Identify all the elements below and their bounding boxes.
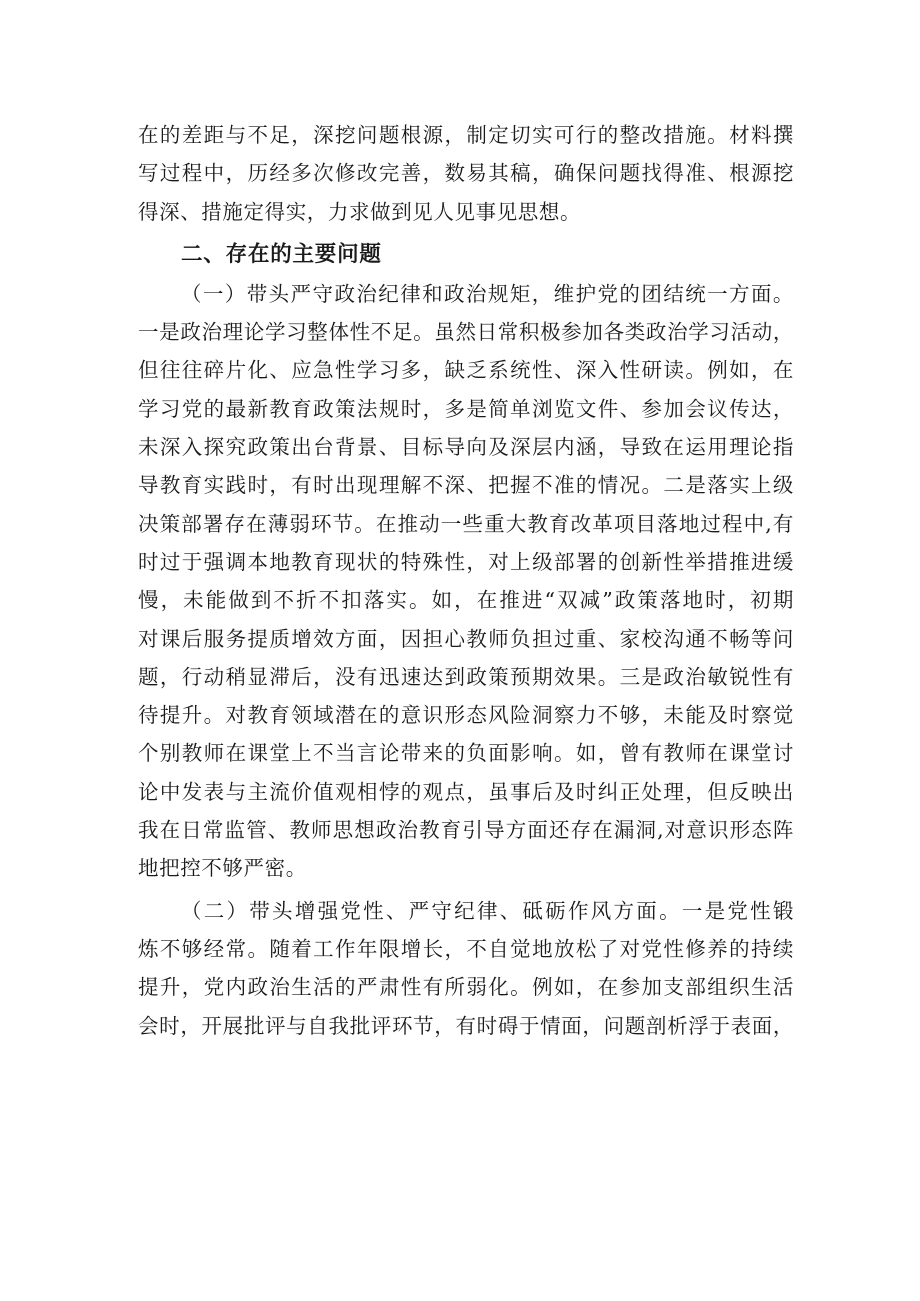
text-line: （一）带头严守政治纪律和政治规矩，维护党的团结统一方面。 <box>181 281 794 306</box>
text-line: 一是政治理论学习整体性不足。虽然日常积极参加各类政治学习活动， <box>138 320 794 345</box>
text-line: 炼不够经常。随着工作年限增长，不自觉地放松了对党性修养的持续 <box>138 936 794 961</box>
document-body <box>138 116 794 1045</box>
intro-paragraph <box>138 116 794 231</box>
text-line: 在的差距与不足，深挖问题根源，制定切实可行的整改措施。材料撰 <box>138 123 794 147</box>
text-line: 时过于强调本地教育现状的特殊性，对上级部署的创新性举措推进缓 <box>138 549 794 574</box>
text-line: 得深、措施定得实，力求做到见人见事见思想。 <box>138 199 582 224</box>
text-line: 写过程中，历经多次修改完善，数易其稿，确保问题找得准、根源挖 <box>138 161 794 186</box>
text-line: 待提升。对教育领域潜在的意识形态风险洞察力不够，未能及时察觉 <box>138 703 794 728</box>
paragraph-political-discipline <box>138 275 794 888</box>
text-line: 导教育实践时，有时出现理解不深、把握不准的情况。二是落实上级 <box>138 473 794 498</box>
text-line: 学习党的最新教育政策法规时，多是简单浏览文件、参加会议传达， <box>138 396 794 421</box>
text-line: 但往往碎片化、应急性学习多，缺乏系统性、深入性研读。例如，在 <box>138 358 794 383</box>
text-line: 我在日常监管、教师思想政治教育引导方面还存在漏洞,对意识形态阵 <box>138 818 794 843</box>
text-line: 论中发表与主流价值观相悖的观点，虽事后及时纠正处理，但反映出 <box>138 779 794 804</box>
text-line: 个别教师在课堂上不当言论带来的负面影响。如，曾有教师在课堂讨 <box>138 741 794 766</box>
text-line: 提升，党内政治生活的严肃性有所弱化。例如，在参加支部组织生活 <box>138 975 794 1000</box>
text-line: 未深入探究政策出台背景、目标导向及深层内涵，导致在运用理论指 <box>138 435 794 460</box>
paragraph-party-spirit <box>138 892 794 1045</box>
text-line: 题，行动稍显滞后，没有迅速达到政策预期效果。三是政治敏锐性有 <box>138 664 794 689</box>
text-line: 决策部署存在薄弱环节。在推动一些重大教育改革项目落地过程中,有 <box>138 511 794 536</box>
text-line: 会时，开展批评与自我批评环节，有时碍于情面，问题剖析浮于表面， <box>138 1013 794 1038</box>
text-line: 地把控不够严密。 <box>138 856 307 881</box>
section-heading: 二、存在的主要问题 <box>181 241 382 267</box>
text-line: （二）带头增强党性、严守纪律、砥砺作风方面。一是党性锻 <box>181 898 794 923</box>
text-line: 慢，未能做到不折不扣落实。如，在推进“双减”政策落地时，初期 <box>138 588 794 613</box>
text-line: 对课后服务提质增效方面，因担心教师负担过重、家校沟通不畅等问 <box>138 626 794 651</box>
